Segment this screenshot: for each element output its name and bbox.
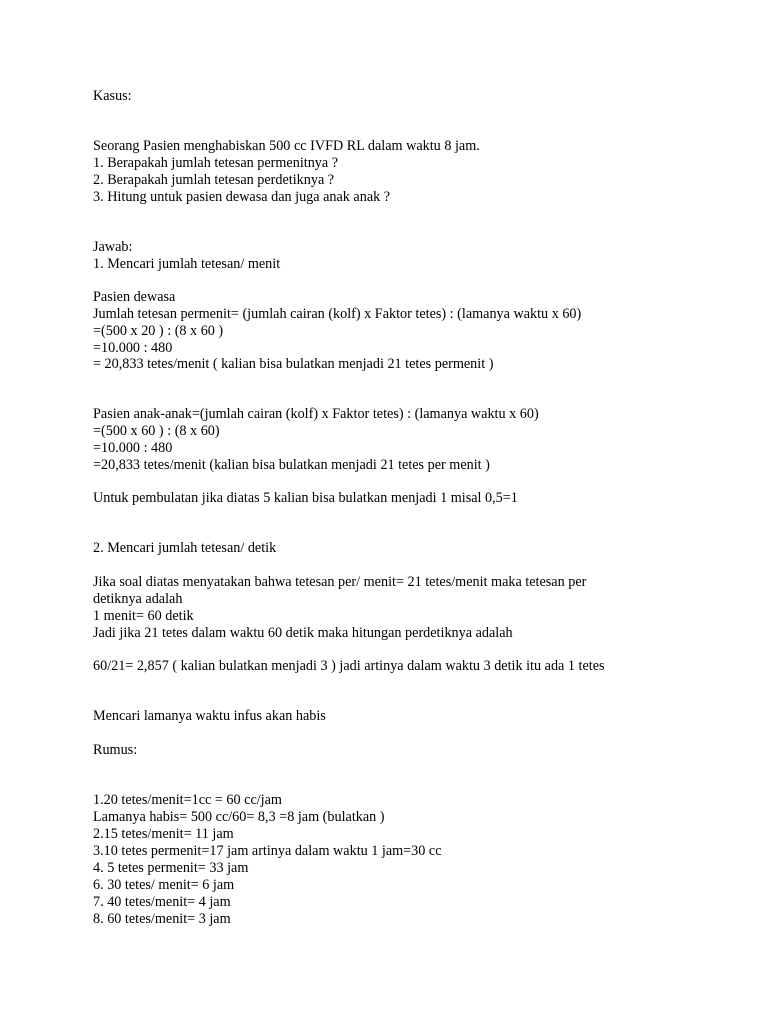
heading-kasus: Kasus: xyxy=(93,88,132,104)
child-step-2: =10.000 : 480 xyxy=(93,440,173,456)
formula-line: 3.10 tetes permenit=17 jam artinya dalam waktu 1 jam=30 cc xyxy=(93,843,442,859)
adult-result: = 20,833 tetes/menit ( kalian bisa bulatkan menjadi 21 tetes permenit ) xyxy=(93,356,494,372)
formula-line: 1.20 tetes/menit=1cc = 60 cc/jam xyxy=(93,792,282,808)
child-result: =20,833 tetes/menit (kalian bisa bulatkan menjadi 21 tetes per menit ) xyxy=(93,457,490,473)
adult-title: Pasien dewasa xyxy=(93,289,176,305)
answer-label: Jawab: xyxy=(93,239,133,255)
adult-step-2: =10.000 : 480 xyxy=(93,340,173,356)
case-statement: Seorang Pasien menghabiskan 500 cc IVFD RL dalam waktu 8 jam. xyxy=(93,138,480,154)
formula-line: 7. 40 tetes/menit= 4 jam xyxy=(93,894,231,910)
part2-line-3: 1 menit= 60 detik xyxy=(93,608,194,624)
rounding-note: Untuk pembulatan jika diatas 5 kalian bisa bulatkan menjadi 1 misal 0,5=1 xyxy=(93,490,518,506)
question-1: 1. Berapakah jumlah tetesan permenitnya ? xyxy=(93,155,339,171)
formula-label: Rumus: xyxy=(93,742,138,758)
adult-step-1: =(500 x 20 ) : (8 x 60 ) xyxy=(93,323,224,339)
duration-title: Mencari lamanya waktu infus akan habis xyxy=(93,708,326,724)
formula-line: 2.15 tetes/menit= 11 jam xyxy=(93,826,234,842)
child-formula: Pasien anak-anak=(jumlah cairan (kolf) x Faktor tetes) : (lamanya waktu x 60) xyxy=(93,406,539,422)
part2-title: 2. Mencari jumlah tetesan/ detik xyxy=(93,540,277,556)
formula-line: Lamanya habis= 500 cc/60= 8,3 =8 jam (bulatkan ) xyxy=(93,809,385,825)
part1-title: 1. Mencari jumlah tetesan/ menit xyxy=(93,256,281,272)
question-2: 2. Berapakah jumlah tetesan perdetiknya ? xyxy=(93,172,335,188)
adult-formula: Jumlah tetesan permenit= (jumlah cairan (kolf) x Faktor tetes) : (lamanya waktu x 60) xyxy=(93,306,582,322)
part2-result: 60/21= 2,857 ( kalian bulatkan menjadi 3 ) jadi artinya dalam waktu 3 detik itu ada 1 tetes xyxy=(93,658,605,674)
part2-line-4: Jadi jika 21 tetes dalam waktu 60 detik maka hitungan perdetiknya adalah xyxy=(93,625,513,641)
question-3: 3. Hitung untuk pasien dewasa dan juga anak anak ? xyxy=(93,189,391,205)
formula-line: 4. 5 tetes permenit= 33 jam xyxy=(93,860,249,876)
child-step-1: =(500 x 60 ) : (8 x 60) xyxy=(93,423,220,439)
formula-line: 8. 60 tetes/menit= 3 jam xyxy=(93,911,231,927)
part2-line-1: Jika soal diatas menyatakan bahwa tetesan per/ menit= 21 tetes/menit maka tetesan per xyxy=(93,574,587,590)
part2-line-2: detiknya adalah xyxy=(93,591,183,607)
formula-line: 6. 30 tetes/ menit= 6 jam xyxy=(93,877,235,893)
